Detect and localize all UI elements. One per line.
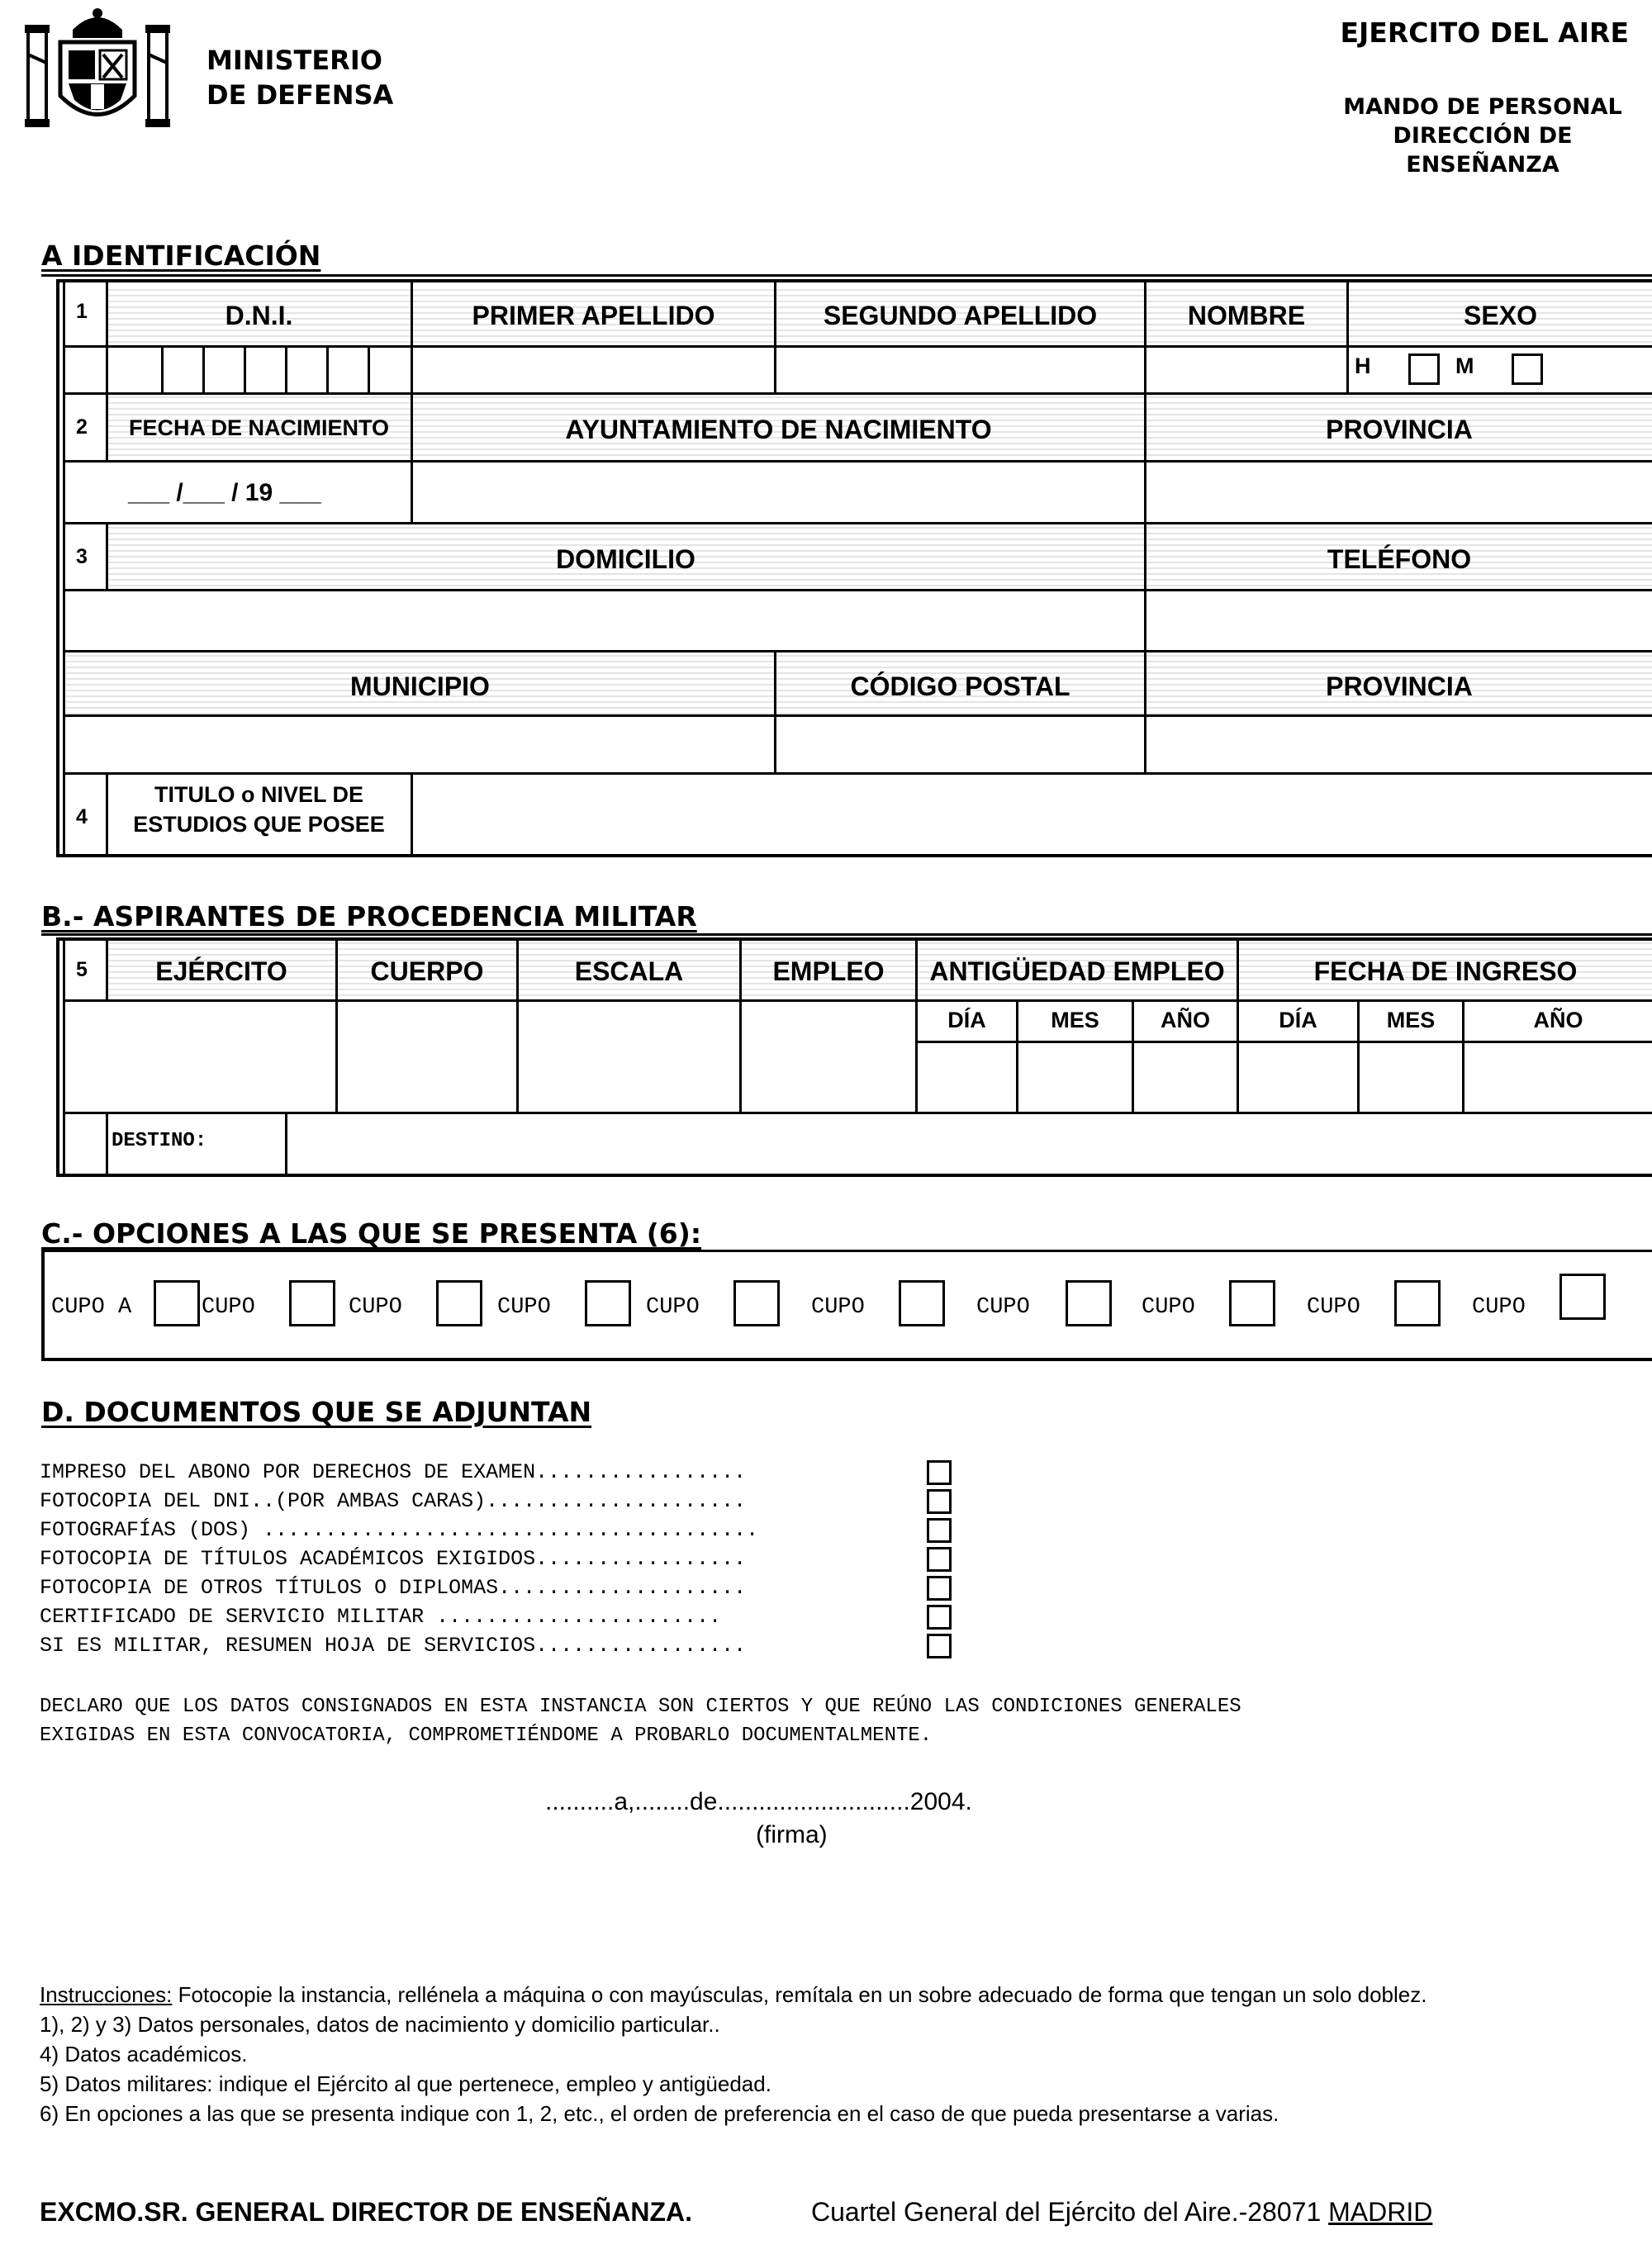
city: MADRID bbox=[1328, 2197, 1433, 2227]
sexo-m-label: M bbox=[1455, 353, 1474, 378]
hline bbox=[64, 460, 1652, 463]
ministry-line-1: MINISTERIO bbox=[206, 45, 382, 76]
cupo-a-label: CUPO A bbox=[51, 1295, 132, 1320]
sexo-label: SEXO bbox=[1464, 301, 1537, 330]
declaration-line-2: EXIGIDAS EN ESTA CONVOCATORIA, COMPROMETIÉNDOME A PROBARLO DOCUMENTALMENTE. bbox=[40, 1725, 933, 1747]
cupo-checkbox[interactable] bbox=[436, 1280, 482, 1326]
document-checkbox[interactable] bbox=[927, 1605, 952, 1630]
hline bbox=[917, 1041, 1652, 1043]
cupo-label: CUPO bbox=[1307, 1295, 1360, 1320]
section-b-title: B.- ASPIRANTES DE PROCEDENCIA MILITAR bbox=[41, 900, 697, 932]
instruction-line: 5) Datos militares: indique el Ejército al que pertenece, empleo y antigüedad. bbox=[40, 2071, 771, 2096]
document-item: FOTOGRAFÍAS (DOS) ........................................ bbox=[40, 1518, 759, 1542]
instructions-intro-text: Fotocopie la instancia, rellénela a máquina o con mayúsculas, remítala en un sobre adecuado de forma que tengan un solo doblez. bbox=[172, 1982, 1427, 2007]
birth-date-field[interactable]: ___ /___ / 19 ___ bbox=[128, 479, 321, 506]
escala-label: ESCALA bbox=[574, 956, 684, 986]
ministry-line-2: DE DEFENSA bbox=[206, 79, 394, 111]
signature-label: (firma) bbox=[756, 1821, 828, 1848]
sexo-h-checkbox[interactable] bbox=[1408, 353, 1440, 385]
telefono-label: TELÉFONO bbox=[1327, 544, 1472, 574]
vline bbox=[411, 772, 413, 857]
cupo-checkbox[interactable] bbox=[733, 1280, 780, 1326]
provincia-nacimiento-label: PROVINCIA bbox=[1326, 415, 1473, 444]
row-number: 5 bbox=[76, 958, 88, 981]
vline bbox=[774, 650, 776, 772]
antiguedad-label: ANTIGÜEDAD EMPLEO bbox=[929, 956, 1225, 986]
cupo-label: CUPO bbox=[811, 1295, 865, 1320]
vline bbox=[106, 1112, 108, 1177]
vline bbox=[285, 1112, 287, 1177]
row-number: 4 bbox=[76, 805, 88, 828]
cupo-label: CUPO bbox=[976, 1295, 1030, 1320]
section-d-title: D. DOCUMENTOS QUE SE ADJUNTAN bbox=[41, 1396, 592, 1428]
cupo-label: CUPO bbox=[1142, 1295, 1195, 1320]
vline bbox=[1346, 279, 1349, 395]
empleo-label: EMPLEO bbox=[772, 956, 885, 986]
dni-cell-divider bbox=[244, 345, 246, 395]
row-number: 1 bbox=[76, 300, 88, 323]
cupo-label: CUPO bbox=[497, 1295, 551, 1320]
place-date-line[interactable]: ..........a,........de............................2004. bbox=[545, 1788, 972, 1815]
cupo-checkbox[interactable] bbox=[289, 1280, 335, 1326]
ingreso-mes-label: MES bbox=[1386, 1008, 1436, 1032]
antiguedad-dia-label: DÍA bbox=[947, 1008, 986, 1032]
double-border-left bbox=[63, 937, 65, 1177]
cupo-label: CUPO bbox=[1472, 1295, 1526, 1320]
fecha-nacimiento-label: FECHA DE NACIMIENTO bbox=[128, 415, 389, 440]
antiguedad-mes-label: MES bbox=[1051, 1008, 1099, 1032]
hline bbox=[64, 772, 1652, 775]
instructions-intro bbox=[40, 1982, 1427, 2008]
document-checkbox[interactable] bbox=[927, 1460, 952, 1485]
nombre-label: NOMBRE bbox=[1187, 301, 1306, 330]
titulo-line-2: ESTUDIOS QUE POSEE bbox=[133, 812, 385, 837]
instruction-line: 6) En opciones a las que se presenta indique con 1, 2, etc., el orden de preferencia en el caso de que pueda presentarse a varias. bbox=[40, 2101, 1279, 2126]
fecha-ingreso-label: FECHA DE INGRESO bbox=[1313, 956, 1578, 986]
vline bbox=[106, 279, 108, 395]
section-b-underline bbox=[41, 933, 1652, 936]
cupo-label: CUPO bbox=[349, 1295, 402, 1320]
dni-cell-divider bbox=[368, 345, 370, 395]
cupo-checkbox[interactable] bbox=[1394, 1280, 1441, 1326]
titulo-line-1: TITULO o NIVEL DE bbox=[154, 782, 363, 807]
row-number: 3 bbox=[76, 545, 88, 568]
municipio-label: MUNICIPIO bbox=[350, 671, 490, 701]
sexo-h-label: H bbox=[1355, 353, 1371, 378]
document-item: SI ES MILITAR, RESUMEN HOJA DE SERVICIOS................. bbox=[40, 1634, 747, 1658]
ayuntamiento-label: AYUNTAMIENTO DE NACIMIENTO bbox=[565, 415, 992, 444]
ejercito-label: EJÉRCITO bbox=[155, 956, 287, 986]
address-text: Cuartel General del Ejército del Aire.-28071 bbox=[811, 2197, 1329, 2227]
dni-cell-divider bbox=[285, 345, 287, 395]
hline bbox=[64, 345, 1652, 348]
domicilio-label: DOMICILIO bbox=[556, 544, 695, 574]
document-item: FOTOCOPIA DE TÍTULOS ACADÉMICOS EXIGIDOS................. bbox=[40, 1547, 747, 1571]
codigo-postal-label: CÓDIGO POSTAL bbox=[850, 671, 1070, 701]
hline bbox=[64, 999, 1652, 1002]
dept-line-2: DIRECCIÓN DE bbox=[1393, 123, 1573, 149]
section-c-title: C.- OPCIONES A LAS QUE SE PRESENTA (6): bbox=[41, 1217, 702, 1250]
dni-label: D.N.I. bbox=[225, 301, 293, 330]
double-border-left bbox=[63, 279, 65, 857]
addressee: EXCMO.SR. GENERAL DIRECTOR DE ENSEÑANZA. bbox=[40, 2197, 693, 2227]
dni-cell-divider bbox=[202, 345, 205, 395]
provincia-domicilio-label: PROVINCIA bbox=[1326, 671, 1473, 701]
ministry-name bbox=[206, 43, 393, 112]
ingreso-ano-label: AÑO bbox=[1533, 1008, 1583, 1032]
document-checkbox[interactable] bbox=[927, 1576, 952, 1601]
segundo-apellido-label: SEGUNDO APELLIDO bbox=[823, 301, 1098, 330]
instruction-line: 1), 2) y 3) Datos personales, datos de nacimiento y domicilio particular.. bbox=[40, 2012, 720, 2037]
hline bbox=[64, 650, 1652, 652]
declaration-line-1: DECLARO QUE LOS DATOS CONSIGNADOS EN ESTA INSTANCIA SON CIERTOS Y QUE REÚNO LAS CONDICIONES GENERALES bbox=[40, 1696, 1241, 1718]
document-item: CERTIFICADO DE SERVICIO MILITAR ....................... bbox=[40, 1605, 722, 1629]
cupo-checkbox[interactable] bbox=[1229, 1280, 1275, 1326]
document-item: IMPRESO DEL ABONO POR DERECHOS DE EXAMEN................. bbox=[40, 1460, 747, 1484]
hline bbox=[64, 714, 1652, 717]
section-a-underline bbox=[41, 274, 1652, 277]
cupo-checkbox[interactable] bbox=[585, 1280, 631, 1326]
cupo-a-checkbox[interactable] bbox=[154, 1280, 200, 1326]
coat-of-arms-logo bbox=[23, 5, 172, 133]
primer-apellido-label: PRIMER APELLIDO bbox=[472, 301, 715, 330]
cupo-checkbox[interactable] bbox=[899, 1280, 945, 1326]
instructions-label: Instrucciones: bbox=[40, 1982, 173, 2007]
cupo-checkbox[interactable] bbox=[1066, 1280, 1112, 1326]
cuerpo-label: CUERPO bbox=[370, 956, 484, 986]
hline bbox=[64, 392, 1652, 395]
dept-line-1: MANDO DE PERSONAL bbox=[1343, 94, 1622, 120]
department bbox=[1338, 93, 1627, 179]
antiguedad-ano-label: AÑO bbox=[1161, 1008, 1210, 1032]
cupo-label: CUPO bbox=[646, 1295, 700, 1320]
document-checkbox[interactable] bbox=[927, 1634, 952, 1658]
titulo-estudios-label bbox=[107, 780, 411, 839]
document-item: FOTOCOPIA DE OTROS TÍTULOS O DIPLOMAS.................... bbox=[40, 1576, 747, 1600]
cupo-label: CUPO bbox=[202, 1295, 255, 1320]
hline bbox=[64, 589, 1652, 591]
destino-label: DESTINO: bbox=[112, 1130, 207, 1152]
document-checkbox[interactable] bbox=[927, 1518, 952, 1543]
document-item: FOTOCOPIA DEL DNI..(POR AMBAS CARAS)..................... bbox=[40, 1489, 747, 1513]
ingreso-dia-label: DÍA bbox=[1279, 1008, 1317, 1032]
document-checkbox[interactable] bbox=[927, 1547, 952, 1572]
vline bbox=[774, 279, 776, 395]
section-a-title: A IDENTIFICACIÓN bbox=[41, 240, 321, 272]
dni-cell-divider bbox=[161, 345, 164, 395]
dept-line-3: ENSEÑANZA bbox=[1406, 152, 1559, 178]
cupo-checkbox[interactable] bbox=[1559, 1274, 1606, 1320]
footer-address bbox=[811, 2197, 1432, 2228]
org-name: EJERCITO DEL AIRE bbox=[1340, 17, 1629, 49]
dni-cell-divider bbox=[326, 345, 329, 395]
row-number: 2 bbox=[76, 415, 88, 439]
sexo-m-checkbox[interactable] bbox=[1512, 353, 1543, 385]
document-checkbox[interactable] bbox=[927, 1489, 952, 1514]
hline bbox=[64, 522, 1652, 524]
hline bbox=[64, 1112, 1652, 1114]
instruction-line: 4) Datos académicos. bbox=[40, 2042, 248, 2066]
